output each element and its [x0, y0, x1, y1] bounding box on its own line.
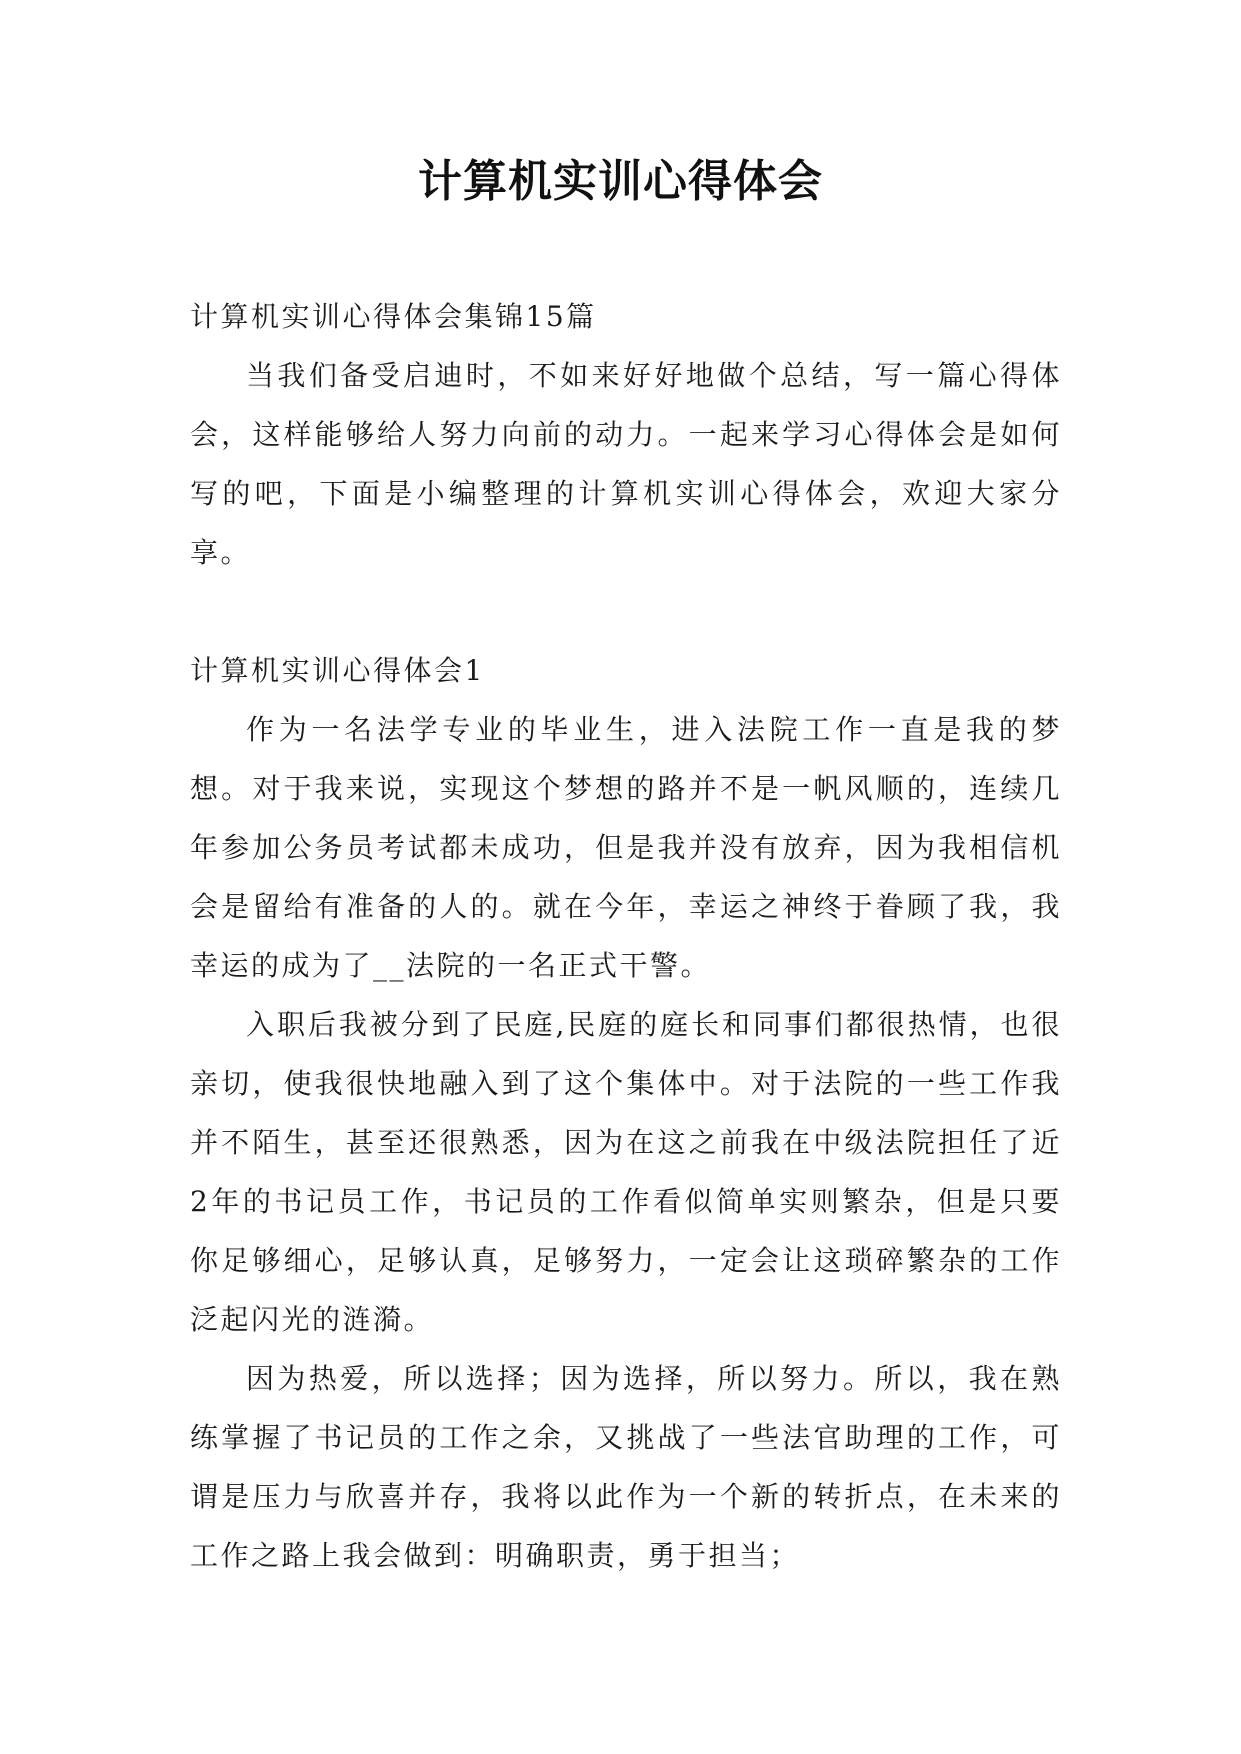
document-body: [190, 287, 1062, 1585]
body-paragraph: 入职后我被分到了民庭,民庭的庭长和同事们都很热情，也很亲切，使我很快地融入到了这个集体中。对于法院的一些工作我并不陌生，甚至还很熟悉，因为在这之前我在中级法院担任了近2年的书记员工作，书记员的工作看似简单实则繁杂，但是只要你足够细心，足够认真，足够努力，一定会让这琐碎繁杂的工作泛起闪光的涟漪。: [190, 1008, 1062, 1336]
document-subtitle: 计算机实训心得体会集锦15篇: [190, 300, 597, 333]
body-paragraph: 作为一名法学专业的毕业生，进入法院工作一直是我的梦想。对于我来说，实现这个梦想的路并不是一帆风顺的，连续几年参加公务员考试都未成功，但是我并没有放弃，因为我相信机会是留给有准备的人的。就在今年，幸运之神终于眷顾了我，我幸运的成为了__法院的一名正式干警。: [190, 713, 1062, 982]
intro-paragraph: 当我们备受启迪时，不如来好好地做个总结，写一篇心得体会，这样能够给人努力向前的动力。一起来学习心得体会是如何写的吧，下面是小编整理的计算机实训心得体会，欢迎大家分享。: [190, 359, 1062, 569]
body-paragraph: 因为热爱，所以选择；因为选择，所以努力。所以，我在熟练掌握了书记员的工作之余，又挑战了一些法官助理的工作，可谓是压力与欣喜并存，我将以此作为一个新的转折点，在未来的工作之路上我会做到：明确职责，勇于担当；: [190, 1362, 1062, 1572]
document-title: 计算机实训心得体会: [418, 156, 823, 207]
section-heading: 计算机实训心得体会1: [190, 654, 485, 687]
